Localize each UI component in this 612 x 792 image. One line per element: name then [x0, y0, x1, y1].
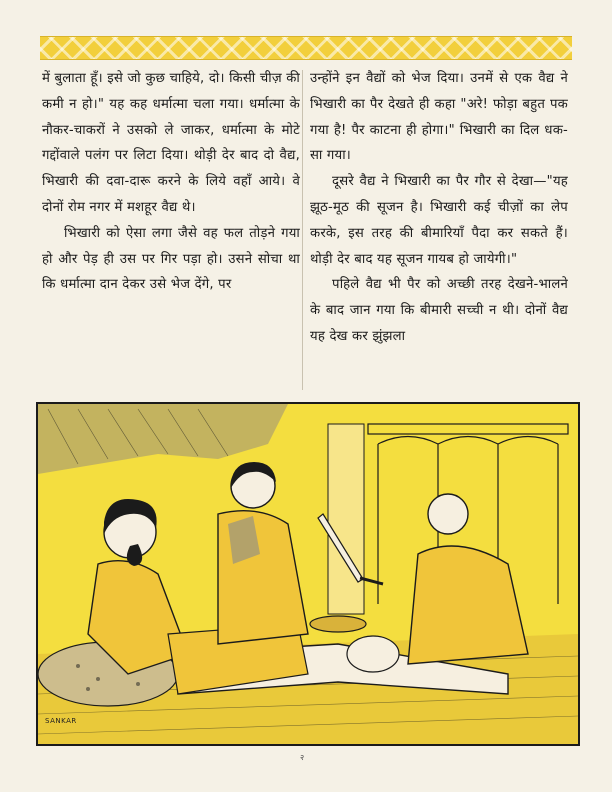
artist-signature: SANKAR: [45, 717, 77, 725]
paragraph: पहिले वैद्य भी पैर को अच्छी तरह देखने-भालने के बाद जान गया कि बीमारी सच्ची न थी। दोनों वैद्य यह देख कर झुंझला: [310, 277, 568, 344]
paragraph: दूसरे वैद्य ने भिखारी का पैर गौर से देखा—"यह झूठ-मूठ की सूजन है। भिखारी कई चीज़ों का लेप करके, इस तरह की बीमारियाँ पैदा कर सकते हैं। थोड़ी देर बाद यह सूजन गायब हो जायेगी।": [310, 174, 568, 267]
text-column-right: [310, 66, 568, 350]
page-number: २: [300, 753, 305, 762]
paragraph: में बुलाता हूँ। इसे जो कुछ चाहिये, दो। किसी चीज़ की कमी न हो।" यह कह धर्मात्मा चला गया। धर्मात्मा के नौकर-चाकरों ने उसको ले जाकर, धर्मात्मा के मोटे गद्दोंवाले पलंग पर लिटा दिया। थोड़ी देर बाद दो वैद्य, भिखारी की दवा-दारू करने के लिये वहाँ आये। वे दोनों रोम नगर में मशहूर वैद्य थे।: [42, 71, 300, 215]
illustration-drawing: [38, 404, 578, 744]
column-divider: [302, 70, 303, 390]
paragraph: उन्होंने इन वैद्यों को भेज दिया। उनमें से एक वैद्य ने भिखारी का पैर देखते ही कहा "अरे! फोड़ा बहुत पक गया है! पैर काटना ही होगा।" भिखारी का दिल धक-सा गया।: [310, 71, 568, 164]
paragraph: भिखारी को ऐसा लगा जैसे वह फल तोड़ने गया हो और पेड़ ही उस पर गिर पड़ा हो। उसने सोचा था कि धर्मात्मा दान देकर उसे भेज देंगे, पर: [42, 225, 300, 293]
decorative-border-band: [40, 36, 572, 60]
text-column-left: [42, 66, 300, 298]
story-illustration: [36, 402, 580, 746]
